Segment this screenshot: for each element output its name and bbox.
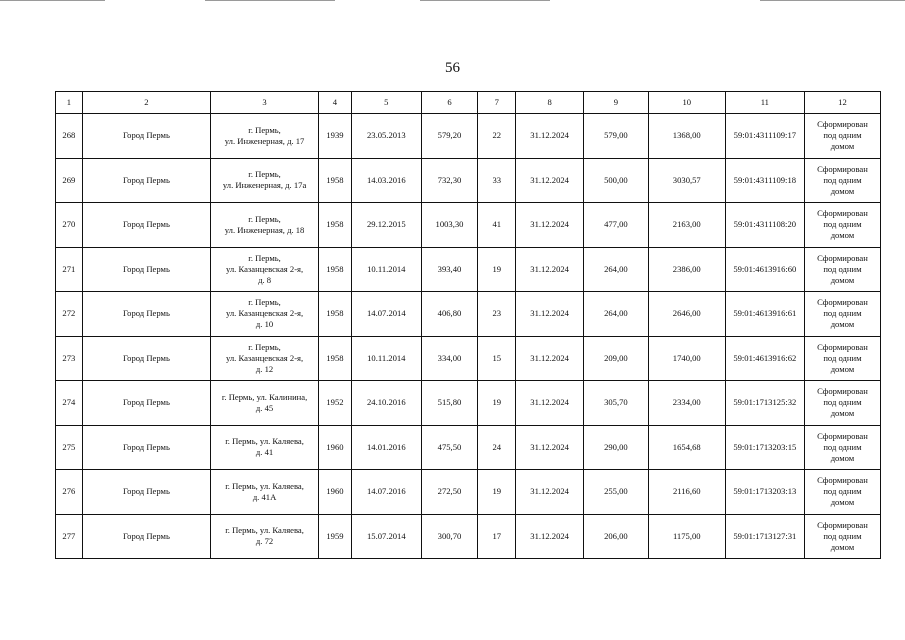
table-cell: Город Пермь [82,470,210,515]
table-cell: 41 [478,203,516,248]
table-cell: Сформирован под одним домом [804,247,880,292]
table-cell: г. Пермь, ул. Каляева, д. 41 [211,425,319,470]
table-row [56,425,881,470]
table-cell: 406,80 [421,292,478,337]
table-cell: 29.12.2015 [351,203,421,248]
table-cell: 264,00 [584,247,649,292]
column-header: 6 [421,92,478,114]
table-cell: 14.03.2016 [351,158,421,203]
table-cell: 2116,60 [648,470,725,515]
table-cell: 2334,00 [648,381,725,426]
table-cell: 273 [56,336,83,381]
table-cell: 1740,00 [648,336,725,381]
table-cell: 31.12.2024 [516,470,584,515]
table-cell: 17 [478,514,516,559]
table-cell: 271 [56,247,83,292]
table-cell: 255,00 [584,470,649,515]
table-cell: 2386,00 [648,247,725,292]
table-cell: 59:01:4311109:17 [725,114,804,159]
column-header: 4 [319,92,352,114]
page-number: 56 [445,60,460,76]
table-cell: г. Пермь, ул. Инженерная, д. 17а [211,158,319,203]
table-cell: 59:01:1713125:32 [725,381,804,426]
table-cell: 579,00 [584,114,649,159]
table-cell: 14.07.2016 [351,470,421,515]
table-cell: Сформирован под одним домом [804,470,880,515]
table-cell: г. Пермь, ул. Каляева, д. 41А [211,470,319,515]
table-cell: Город Пермь [82,425,210,470]
table-cell: 277 [56,514,83,559]
table-cell: Сформирован под одним домом [804,514,880,559]
table-cell: Город Пермь [82,292,210,337]
table-cell: 1958 [319,247,352,292]
table-cell: Сформирован под одним домом [804,158,880,203]
table-cell: 2163,00 [648,203,725,248]
table-cell: 732,30 [421,158,478,203]
table-cell: Город Пермь [82,247,210,292]
table-row [56,336,881,381]
table-row [56,514,881,559]
table-cell: 500,00 [584,158,649,203]
column-header: 1 [56,92,83,114]
table-cell: Сформирован под одним домом [804,203,880,248]
table-cell: 31.12.2024 [516,336,584,381]
table-cell: 59:01:1713203:13 [725,470,804,515]
table-cell: Сформирован под одним домом [804,381,880,426]
table-cell: Город Пермь [82,114,210,159]
table-row [56,158,881,203]
table-cell: 22 [478,114,516,159]
table-cell: 31.12.2024 [516,514,584,559]
table-cell: 270 [56,203,83,248]
table-cell: 334,00 [421,336,478,381]
table-row [56,470,881,515]
table-cell: 1368,00 [648,114,725,159]
table-cell: г. Пермь, ул. Казанцевская 2-я, д. 8 [211,247,319,292]
table-cell: 274 [56,381,83,426]
top-scan-line [0,0,105,1]
top-scan-line [760,0,905,1]
table-cell: 10.11.2014 [351,247,421,292]
table-cell: 24.10.2016 [351,381,421,426]
table-row [56,381,881,426]
table-cell: Город Пермь [82,203,210,248]
table-cell: 23 [478,292,516,337]
table-cell: 275 [56,425,83,470]
column-header: 10 [648,92,725,114]
table-cell: 305,70 [584,381,649,426]
column-header: 3 [211,92,319,114]
table-cell: 15.07.2014 [351,514,421,559]
table-cell: 59:01:4613916:61 [725,292,804,337]
table-row [56,247,881,292]
table-cell: 272,50 [421,470,478,515]
table-cell: 1175,00 [648,514,725,559]
table-cell: 268 [56,114,83,159]
table-cell: 1960 [319,425,352,470]
table-cell: 19 [478,247,516,292]
table-cell: 31.12.2024 [516,381,584,426]
table-cell: Город Пермь [82,381,210,426]
table-cell: 31.12.2024 [516,203,584,248]
column-header: 12 [804,92,880,114]
table-cell: 1654,68 [648,425,725,470]
table-cell: 2646,00 [648,292,725,337]
table-cell: 1003,30 [421,203,478,248]
table-cell: 1959 [319,514,352,559]
table-cell: 1952 [319,381,352,426]
table-cell: Сформирован под одним домом [804,114,880,159]
table-cell: г. Пермь, ул. Казанцевская 2-я, д. 10 [211,292,319,337]
table-header-row [56,92,881,114]
top-scan-line [205,0,335,1]
table-cell: 59:01:4311108:20 [725,203,804,248]
table-cell: Сформирован под одним домом [804,292,880,337]
table-cell: 31.12.2024 [516,114,584,159]
table-cell: 59:01:1713127:31 [725,514,804,559]
table-row [56,114,881,159]
table-cell: 33 [478,158,516,203]
column-header: 9 [584,92,649,114]
table-row [56,292,881,337]
table-cell: 206,00 [584,514,649,559]
table-cell: 15 [478,336,516,381]
table-cell: 24 [478,425,516,470]
column-header: 5 [351,92,421,114]
table-cell: 3030,57 [648,158,725,203]
table-cell: 393,40 [421,247,478,292]
table-cell: 19 [478,470,516,515]
column-header: 11 [725,92,804,114]
table-cell: Сформирован под одним домом [804,336,880,381]
table-cell: 1958 [319,336,352,381]
table-cell: 264,00 [584,292,649,337]
table-cell: 300,70 [421,514,478,559]
table-cell: 31.12.2024 [516,292,584,337]
table-cell: 1960 [319,470,352,515]
table-cell: Город Пермь [82,336,210,381]
table-cell: Город Пермь [82,514,210,559]
table-cell: 59:01:4613916:60 [725,247,804,292]
table-cell: 1958 [319,158,352,203]
table-cell: 276 [56,470,83,515]
table-cell: г. Пермь, ул. Инженерная, д. 18 [211,203,319,248]
column-header: 7 [478,92,516,114]
table-cell: 59:01:1713203:15 [725,425,804,470]
table-cell: 31.12.2024 [516,247,584,292]
table-cell: 269 [56,158,83,203]
table-cell: г. Пермь, ул. Инженерная, д. 17 [211,114,319,159]
table-cell: 23.05.2013 [351,114,421,159]
table-cell: 31.12.2024 [516,425,584,470]
table-cell: 1958 [319,292,352,337]
table-cell: 31.12.2024 [516,158,584,203]
table-cell: 1958 [319,203,352,248]
table-cell: 475,50 [421,425,478,470]
top-scan-line [420,0,550,1]
table-cell: 19 [478,381,516,426]
table-row [56,203,881,248]
table-cell: г. Пермь, ул. Казанцевская 2-я, д. 12 [211,336,319,381]
column-header: 8 [516,92,584,114]
table-cell: 290,00 [584,425,649,470]
table-cell: 209,00 [584,336,649,381]
table-cell: 579,20 [421,114,478,159]
table-cell: 272 [56,292,83,337]
table-cell: Сформирован под одним домом [804,425,880,470]
table-cell: 477,00 [584,203,649,248]
table-cell: 14.07.2014 [351,292,421,337]
table-cell: 515,80 [421,381,478,426]
table-cell: 14.01.2016 [351,425,421,470]
table-cell: 1939 [319,114,352,159]
housing-table [55,91,881,559]
table-cell: 59:01:4311109:18 [725,158,804,203]
table-cell: 59:01:4613916:62 [725,336,804,381]
table-cell: Город Пермь [82,158,210,203]
table-cell: г. Пермь, ул. Калинина, д. 45 [211,381,319,426]
column-header: 2 [82,92,210,114]
table-cell: г. Пермь, ул. Каляева, д. 72 [211,514,319,559]
table-cell: 10.11.2014 [351,336,421,381]
